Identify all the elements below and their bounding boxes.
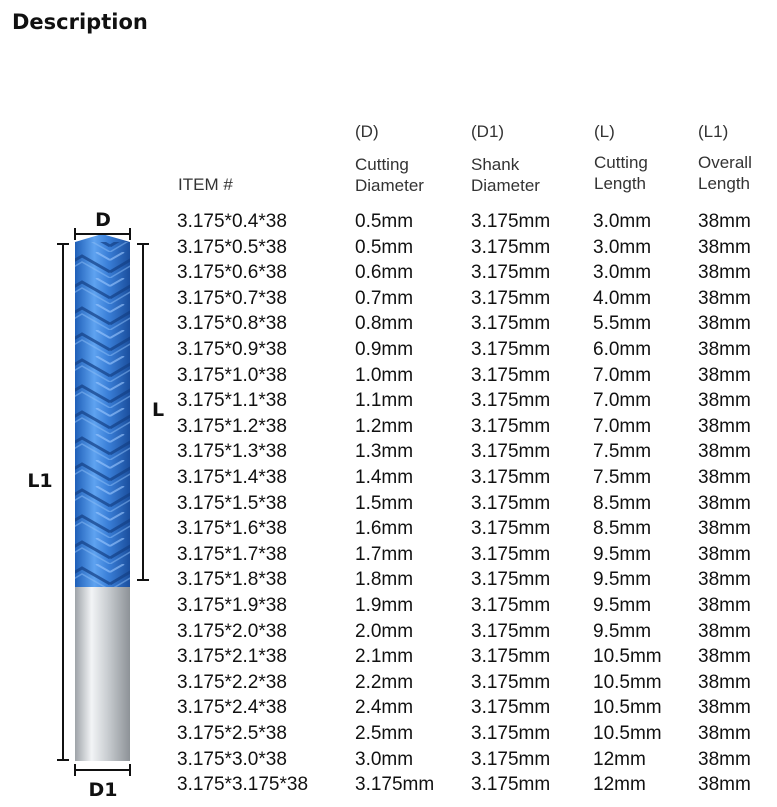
- cell-d1: 3.175mm: [471, 697, 551, 719]
- cell-d1: 3.175mm: [471, 492, 551, 514]
- cell-l1: 38mm: [698, 774, 751, 796]
- cell-l1: 38mm: [698, 492, 751, 514]
- cell-l: 7.5mm: [593, 467, 652, 488]
- header-item: ITEM #: [178, 175, 233, 194]
- cell-d: 3.0mm: [355, 748, 414, 770]
- cell-l: 8.5mm: [593, 492, 652, 514]
- cell-d: 0.7mm: [355, 287, 414, 309]
- label-d1: D1: [88, 779, 118, 801]
- cell-d: 1.1mm: [355, 390, 414, 412]
- cell-l1: 38mm: [698, 723, 751, 744]
- cell-d: 1.0mm: [355, 364, 414, 386]
- cell-item: 3.175*2.2*38: [177, 671, 287, 693]
- cell-l1: 38mm: [698, 671, 751, 693]
- header-l-line2: Length: [594, 174, 646, 193]
- cell-l1: 38mm: [698, 595, 751, 616]
- cell-l1: 38mm: [698, 339, 751, 360]
- cell-d1: 3.175mm: [471, 774, 551, 796]
- cell-l1: 38mm: [698, 543, 751, 565]
- cell-l: 7.0mm: [593, 390, 652, 412]
- cell-l: 3.0mm: [593, 211, 652, 232]
- cell-item: 3.175*1.3*38: [177, 441, 287, 463]
- cell-l: 9.5mm: [593, 569, 652, 591]
- cell-d1: 3.175mm: [471, 569, 551, 591]
- end-mill-diagram: [0, 200, 170, 807]
- header-l-line1: Cutting: [594, 153, 648, 172]
- cell-d: 1.5mm: [355, 492, 414, 514]
- cell-d: 0.9mm: [355, 339, 414, 360]
- page-title: Description: [12, 10, 148, 34]
- cell-item: 3.175*0.7*38: [177, 287, 287, 309]
- cell-d1: 3.175mm: [471, 441, 551, 463]
- cell-l1: 38mm: [698, 748, 751, 770]
- cell-l: 4.0mm: [593, 287, 652, 309]
- shank-section: [75, 587, 130, 761]
- header-d-line2: Diameter: [355, 176, 424, 195]
- cell-d1: 3.175mm: [471, 287, 551, 309]
- cell-l1: 38mm: [698, 390, 751, 412]
- cell-d1: 3.175mm: [471, 723, 551, 744]
- label-l: L: [151, 399, 165, 421]
- cell-l1: 38mm: [698, 415, 751, 437]
- cell-d: 0.8mm: [355, 313, 414, 335]
- cell-d: 0.5mm: [355, 236, 414, 258]
- cell-l1: 38mm: [698, 262, 751, 284]
- cell-d: 1.2mm: [355, 415, 414, 437]
- cell-l: 6.0mm: [593, 339, 652, 360]
- cell-l1: 38mm: [698, 467, 751, 488]
- header-l1-line1: Overall: [698, 153, 752, 172]
- cell-item: 3.175*1.4*38: [177, 467, 287, 488]
- cell-item: 3.175*0.8*38: [177, 313, 287, 335]
- label-l1: L1: [27, 470, 53, 492]
- cell-l: 3.0mm: [593, 236, 652, 258]
- header-d-symbol: (D): [355, 122, 379, 141]
- cell-l1: 38mm: [698, 313, 751, 335]
- cell-d1: 3.175mm: [471, 313, 551, 335]
- header-d1-line2: Diameter: [471, 176, 540, 195]
- cell-item: 3.175*1.6*38: [177, 518, 287, 540]
- cell-item: 3.175*0.4*38: [177, 211, 287, 232]
- cell-item: 3.175*0.9*38: [177, 339, 287, 360]
- cell-d: 1.4mm: [355, 467, 414, 488]
- header-l1-symbol: (L1): [698, 122, 729, 141]
- cell-d: 1.7mm: [355, 543, 414, 565]
- cell-l: 9.5mm: [593, 620, 652, 642]
- cell-d1: 3.175mm: [471, 595, 551, 616]
- cell-d: 3.175mm: [355, 774, 435, 796]
- cell-item: 3.175*0.6*38: [177, 262, 287, 284]
- cell-d1: 3.175mm: [471, 646, 551, 668]
- cell-d: 1.8mm: [355, 569, 414, 591]
- cell-l: 7.0mm: [593, 364, 652, 386]
- cell-d: 2.4mm: [355, 697, 414, 719]
- cell-item: 3.175*1.7*38: [177, 543, 287, 565]
- cell-item: 3.175*2.5*38: [177, 723, 287, 744]
- cell-l1: 38mm: [698, 287, 751, 309]
- cell-d1: 3.175mm: [471, 390, 551, 412]
- cell-l1: 38mm: [698, 236, 751, 258]
- cell-item: 3.175*1.0*38: [177, 364, 287, 386]
- cell-l: 9.5mm: [593, 595, 652, 616]
- header-d-line1: Cutting: [355, 155, 409, 174]
- cell-d: 1.6mm: [355, 518, 414, 540]
- cell-d: 1.9mm: [355, 595, 414, 616]
- cell-item: 3.175*1.9*38: [177, 595, 287, 616]
- cell-l: 10.5mm: [593, 723, 662, 744]
- header-l-symbol: (L): [594, 122, 615, 141]
- cell-item: 3.175*1.8*38: [177, 569, 287, 591]
- header-d1-line1: Shank: [471, 155, 520, 174]
- cell-d1: 3.175mm: [471, 467, 551, 488]
- cell-l: 7.5mm: [593, 441, 652, 463]
- cell-l1: 38mm: [698, 211, 751, 232]
- cell-d1: 3.175mm: [471, 262, 551, 284]
- cell-l1: 38mm: [698, 646, 751, 668]
- cell-d1: 3.175mm: [471, 236, 551, 258]
- cell-d1: 3.175mm: [471, 518, 551, 540]
- cell-l: 12mm: [593, 774, 646, 796]
- cell-d1: 3.175mm: [471, 671, 551, 693]
- cell-d: 0.6mm: [355, 262, 414, 284]
- cell-item: 3.175*1.2*38: [177, 415, 287, 437]
- cell-l: 3.0mm: [593, 262, 652, 284]
- cell-d1: 3.175mm: [471, 339, 551, 360]
- cell-l1: 38mm: [698, 441, 751, 463]
- cell-l: 7.0mm: [593, 415, 652, 437]
- cell-item: 3.175*2.4*38: [177, 697, 287, 719]
- cell-l: 8.5mm: [593, 518, 652, 540]
- cell-l1: 38mm: [698, 364, 751, 386]
- cell-d1: 3.175mm: [471, 543, 551, 565]
- header-l1-line2: Length: [698, 174, 750, 193]
- cell-d: 0.5mm: [355, 211, 414, 232]
- cell-d: 2.5mm: [355, 723, 414, 744]
- cell-d: 2.1mm: [355, 646, 414, 668]
- cell-item: 3.175*2.0*38: [177, 620, 287, 642]
- cell-d1: 3.175mm: [471, 748, 551, 770]
- cell-l: 10.5mm: [593, 646, 662, 668]
- cell-l1: 38mm: [698, 569, 751, 591]
- cell-d: 2.0mm: [355, 620, 414, 642]
- cell-item: 3.175*3.175*38: [177, 774, 309, 796]
- flute-texture: [75, 242, 130, 587]
- cell-d1: 3.175mm: [471, 364, 551, 386]
- cell-d1: 3.175mm: [471, 620, 551, 642]
- label-d: D: [95, 209, 111, 231]
- cell-l: 5.5mm: [593, 313, 652, 335]
- cell-d: 2.2mm: [355, 671, 414, 693]
- cell-l1: 38mm: [698, 620, 751, 642]
- cell-l: 10.5mm: [593, 671, 662, 693]
- header-d1-symbol: (D1): [471, 122, 505, 141]
- cell-l: 10.5mm: [593, 697, 662, 719]
- cell-d1: 3.175mm: [471, 211, 551, 232]
- cell-item: 3.175*1.1*38: [177, 390, 287, 412]
- cell-item: 3.175*3.0*38: [177, 748, 287, 770]
- cell-l1: 38mm: [698, 697, 751, 719]
- cell-l1: 38mm: [698, 518, 751, 540]
- cell-d: 1.3mm: [355, 441, 414, 463]
- cell-l: 12mm: [593, 748, 646, 770]
- cell-l: 9.5mm: [593, 543, 652, 565]
- cell-item: 3.175*1.5*38: [177, 492, 287, 514]
- cell-item: 3.175*0.5*38: [177, 236, 287, 258]
- cell-item: 3.175*2.1*38: [177, 646, 287, 668]
- cell-d1: 3.175mm: [471, 415, 551, 437]
